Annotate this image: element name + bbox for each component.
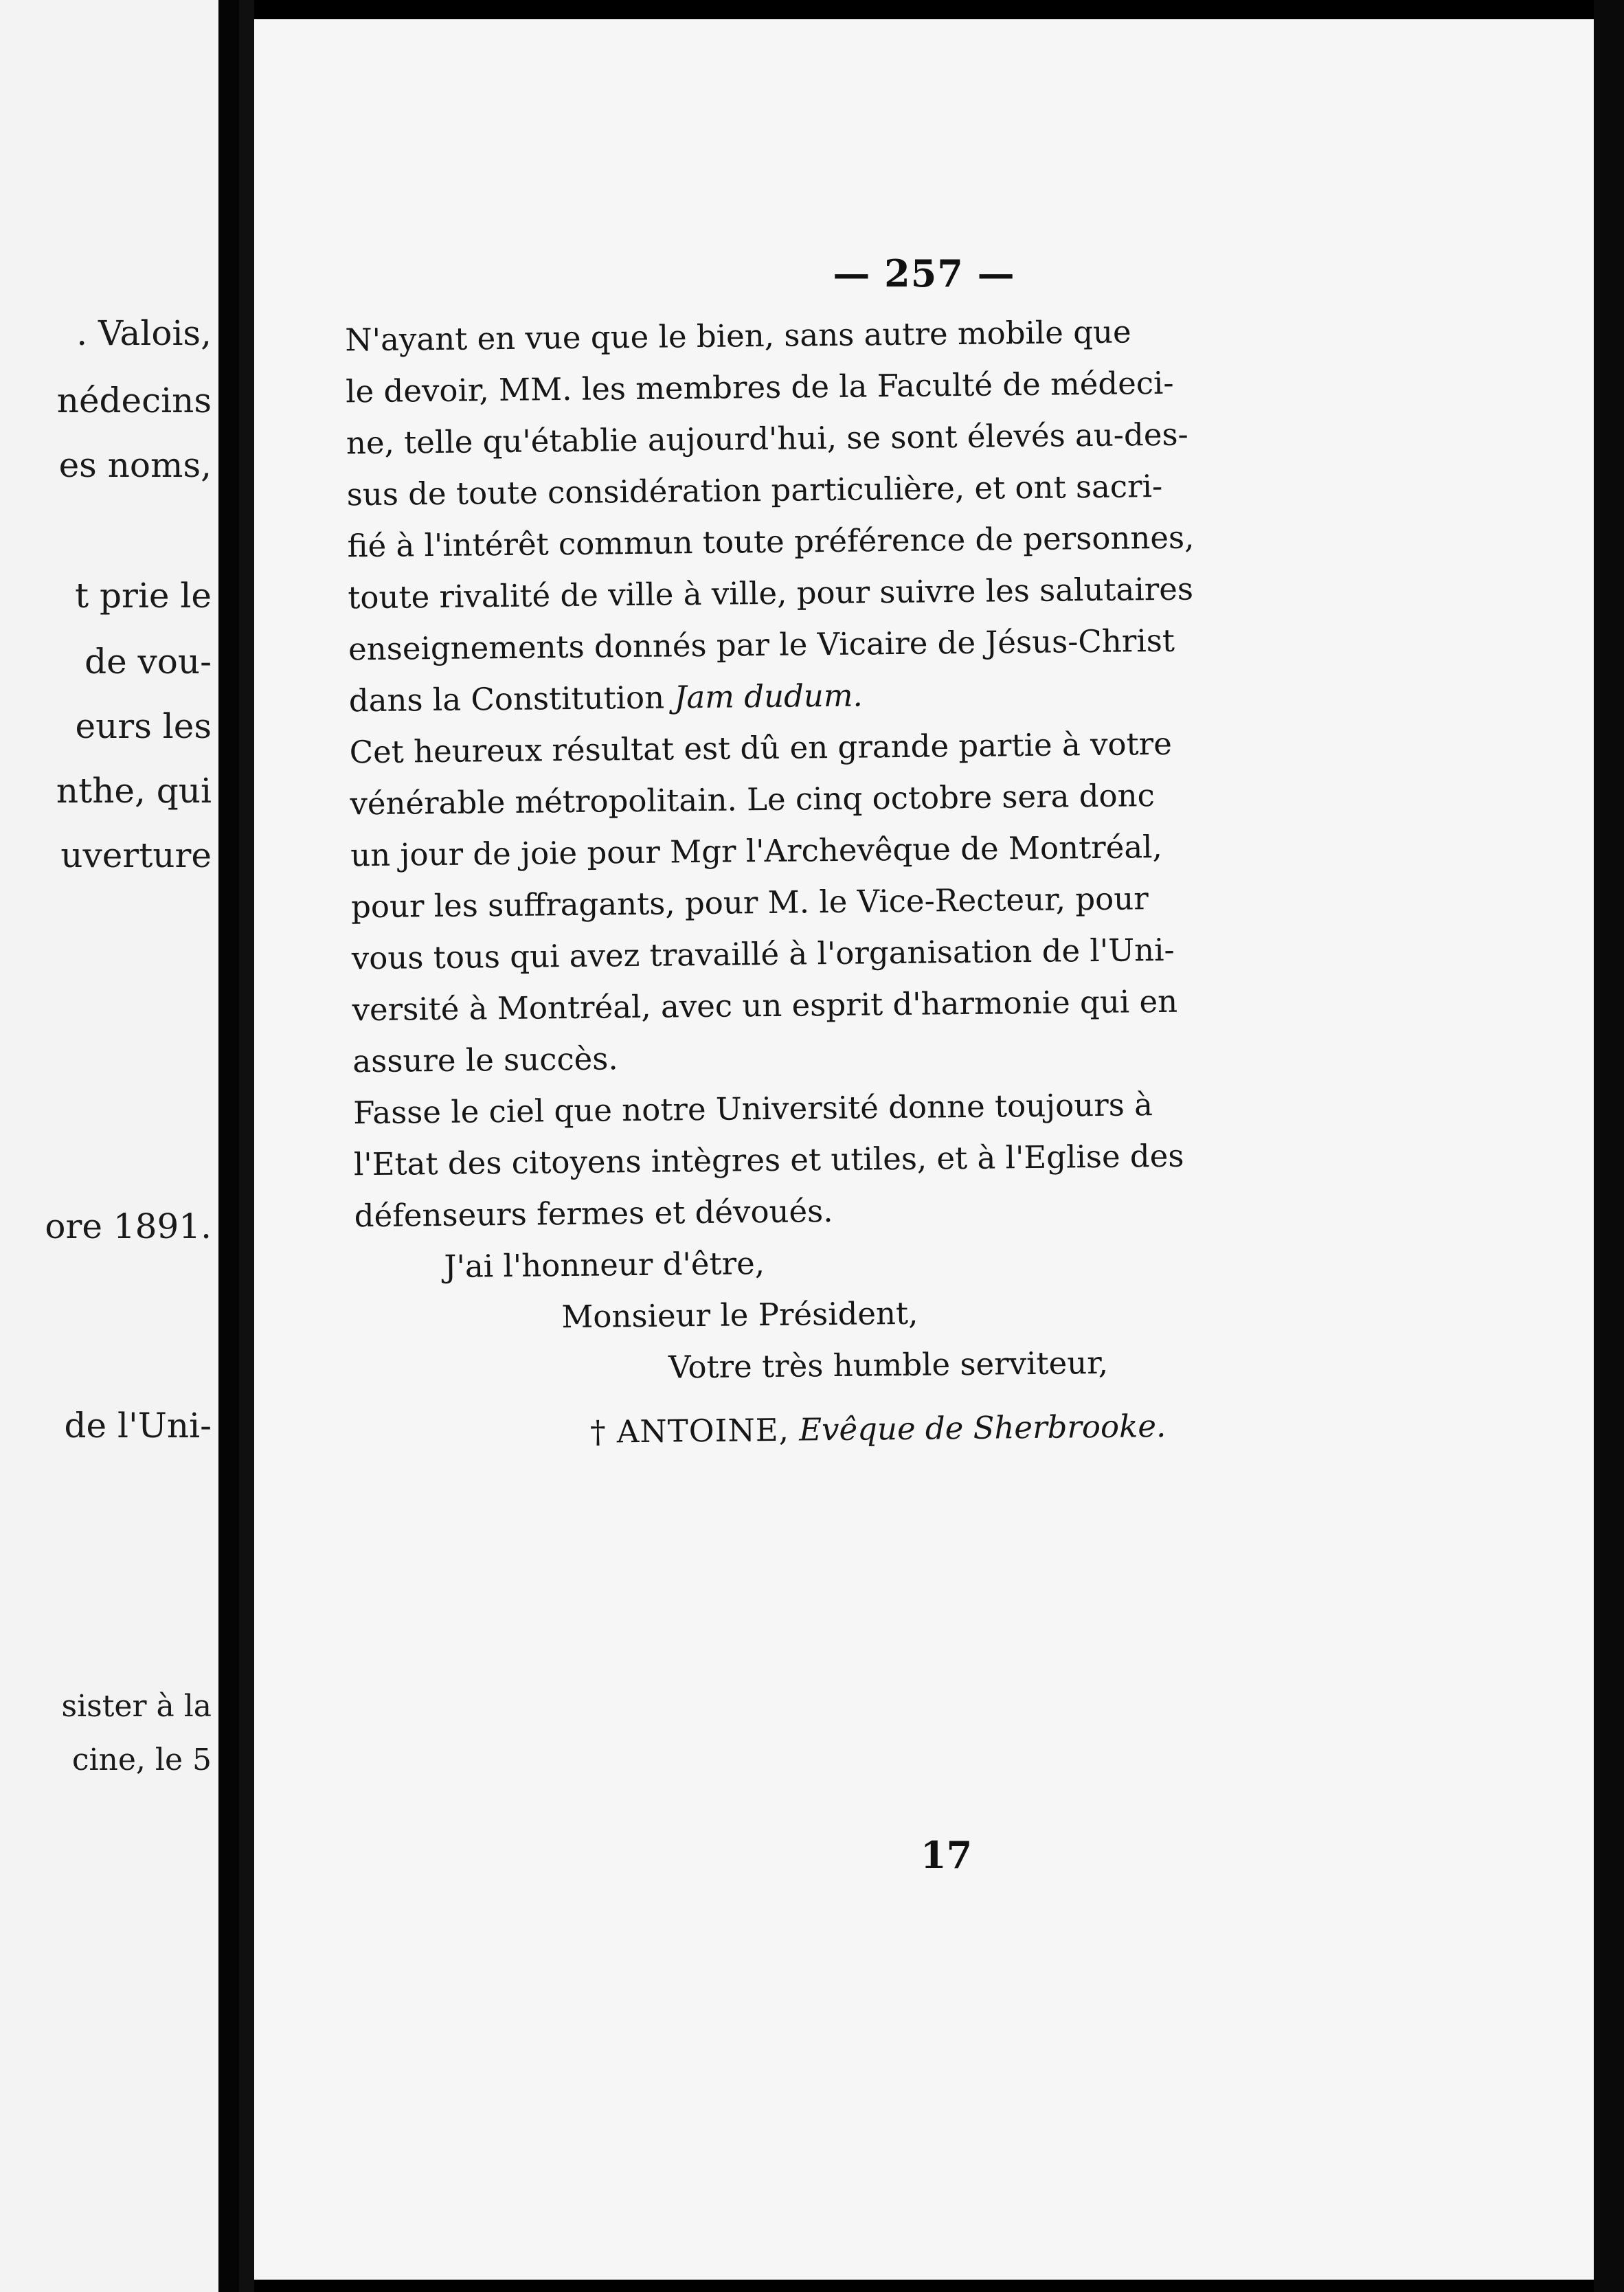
gutter-shadow [218,0,239,2292]
text-line: versité à Montréal, avec un esprit d'harmonie qui en [352,982,1178,1029]
left-line: . Valois, [76,313,212,353]
left-line: sister à la [61,1689,212,1724]
text-line: vous tous qui avez travaillé à l'organisation de l'Uni- [351,931,1175,977]
left-line: de l'Uni- [64,1406,212,1446]
right-page [254,19,1594,2280]
text-line: toute rivalité de ville à ville, pour suivre les salutaires [348,570,1194,616]
signature-title: Evêque de Sherbrooke. [798,1407,1166,1448]
text-line: un jour de joie pour Mgr l'Archevêque de Montréal, [350,828,1163,874]
signature [315,1399,1285,1461]
closing-honour: J'ai l'honneur d'être, [444,1245,765,1285]
left-page-fragment [0,0,218,2292]
paragraph-2 [308,717,1280,1088]
constitution-title: Jam dudum. [674,677,864,716]
left-line: de vou- [84,642,212,682]
left-line: ore 1891. [45,1206,212,1246]
text-line: assure le succès. [352,1040,618,1080]
text-line: vénérable métropolitain. Le cinq octobre sera donc [350,777,1155,822]
left-line: cine, le 5 [71,1742,212,1777]
closing-salutation: Monsieur le Président, [561,1294,918,1336]
letter-closing [313,1232,1284,1461]
text-line-start: dans la Constitution [348,679,675,719]
text-line: pour les suffragants, pour M. le Vice-Recteur, pour [350,880,1149,925]
text-line: N'ayant en vue que le bien, sans autre mobile que [345,313,1131,359]
right-edge-shadow [1594,0,1624,2292]
left-line: uverture [60,835,212,875]
left-line: nthe, qui [56,771,212,811]
paragraph-1 [304,304,1276,727]
text-line: ne, telle qu'établie aujourd'hui, se sont élevés au-des- [346,416,1188,462]
text-line: le devoir, MM. les membres de la Faculté de médeci- [345,364,1174,410]
left-line: eurs les [75,706,212,746]
text-line: Fasse le ciel que notre Université donne toujours à [352,1086,1153,1132]
text-line: défenseurs fermes et dévoués. [354,1193,833,1235]
text-line: sus de toute considération particulière, et ont sacri- [346,467,1163,513]
text-line: Cet heureux résultat est dû en grande partie à votre [349,725,1173,771]
paragraph-3 [312,1077,1282,1242]
page-number-header: — 257 — [833,251,1015,295]
left-line: t prie le [75,576,212,616]
signature-name: † ANTOINE, [589,1411,790,1450]
gutter-edge [239,0,254,2292]
left-line: es noms, [58,445,212,485]
signature-mark: 17 [921,1833,973,1877]
left-line: nédecins [56,381,212,420]
text-line: enseignements donnés par le Vicaire de Jésus-Christ [348,622,1175,668]
text-line: l'Etat des citoyens intègres et utiles, et à l'Eglise des [353,1137,1184,1183]
closing-servant: Votre très humble serviteur, [668,1344,1109,1386]
text-line: fié à l'intérêt commun toute préférence de personnes, [347,519,1195,565]
letter-body [304,304,1284,1461]
